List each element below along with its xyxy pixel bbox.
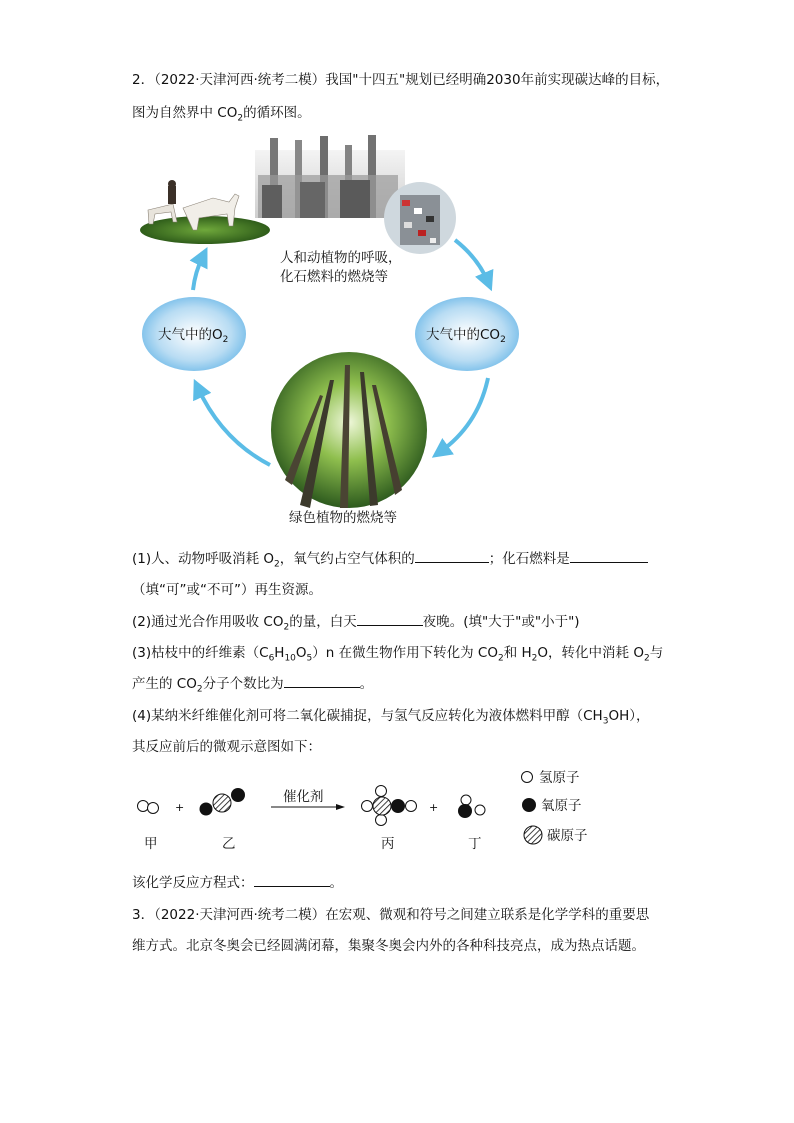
answer-blank-renewable[interactable]: [570, 548, 648, 563]
q2-sub1-line-2: （填“可”或“不可”）再生资源。: [132, 582, 322, 598]
traffic-image: [384, 182, 456, 254]
label-yi: 乙: [222, 836, 236, 852]
plus-sign-1: +: [175, 801, 185, 814]
arrow-pasture-from-o2: [193, 256, 203, 290]
answer-blank-ratio[interactable]: [284, 673, 360, 688]
arrow-forest-to-o2: [198, 388, 270, 465]
o2-label: 大气中的$O_2$: [158, 327, 229, 345]
molecule-co2: [200, 788, 246, 816]
q2-equation-line: 该化学反应方程式： 。: [132, 871, 343, 891]
respiration-label-1: 人和动植物的呼吸，: [280, 250, 402, 266]
arrow-to-co2: [455, 240, 488, 282]
cycle-arrows-lower: [180, 360, 510, 480]
answer-blank-oxygen-fraction[interactable]: [415, 548, 489, 563]
label-ding: 丁: [468, 836, 482, 852]
q3-source: （2022·天津河西·统考二模）: [154, 907, 326, 923]
answer-blank-day-night[interactable]: [357, 611, 423, 626]
molecule-ch3oh: [362, 786, 417, 826]
q2-sub3-line-1: (3)枯枝中的纤维素$(C_6H_{10}O_5)n$ 在微生物作用下转化为 $CO_2$和 $H_2O$，转化中消耗 $O_2$与: [132, 645, 664, 664]
legend: [522, 770, 588, 844]
legend-oxygen: 氧原子: [541, 798, 582, 814]
reaction-diagram: [130, 762, 600, 862]
respiration-label-2: 化石燃料的燃烧等: [280, 269, 388, 285]
q2-sub3-line-2: 产生的 $CO_2$分子个数比为 。: [132, 672, 373, 695]
legend-hydrogen: 氢原子: [539, 770, 580, 786]
factory-image: [255, 135, 405, 218]
forest-label: 绿色植物的燃烧等: [289, 510, 397, 526]
arrow-co2-to-forest: [440, 378, 488, 452]
plus-sign-2: +: [429, 801, 439, 814]
q3-number: 3．: [132, 907, 155, 923]
molecule-h2: [138, 801, 159, 814]
q2-sub1-line-1: (1)人、动物呼吸消耗 $O_2$，氧气约占空气体积的 ；化石燃料是: [132, 547, 648, 570]
q2-intro-a: 我国"十四五"规划已经明确2030年前实现碳达峰的目标，: [325, 72, 670, 88]
q2-sub4-line-1: (4)某纳米纤维催化剂可将二氧化碳捕捉，与氢气反应转化为液体燃料甲醇$(CH_3OH)$，: [132, 708, 650, 727]
q2-sub4-line-2: 其反应前后的微观示意图如下：: [132, 739, 321, 755]
molecule-h2o: [458, 795, 485, 818]
label-bing: 丙: [381, 836, 395, 852]
pasture-image: [140, 180, 270, 244]
q2-number: 2．: [132, 72, 155, 88]
q2-line-2: 图为自然界中 $CO_2$的循环图。: [132, 105, 311, 124]
q2-sub2-line: (2)通过光合作用吸收 $CO_2$的量，白天 夜晚。(填"大于"或"小于"): [132, 610, 580, 633]
answer-blank-equation[interactable]: [254, 872, 330, 887]
q3-line-1: 3．（2022·天津河西·统考二模）在宏观、微观和符号之间建立联系是化学学科的重要思: [132, 907, 650, 923]
co2-label: 大气中的$CO_2$: [426, 327, 506, 345]
q2-line-1: [132, 68, 669, 88]
catalyst-label: 催化剂: [283, 789, 324, 805]
q3-line-2: 维方式。北京冬奥会已经圆满闭幕，集聚冬奥会内外的各种科技亮点，成为热点话题。: [132, 938, 645, 954]
legend-carbon: 碳原子: [547, 828, 588, 844]
label-jia: 甲: [144, 836, 158, 852]
q2-source: （2022·天津河西·统考二模）: [154, 72, 326, 88]
